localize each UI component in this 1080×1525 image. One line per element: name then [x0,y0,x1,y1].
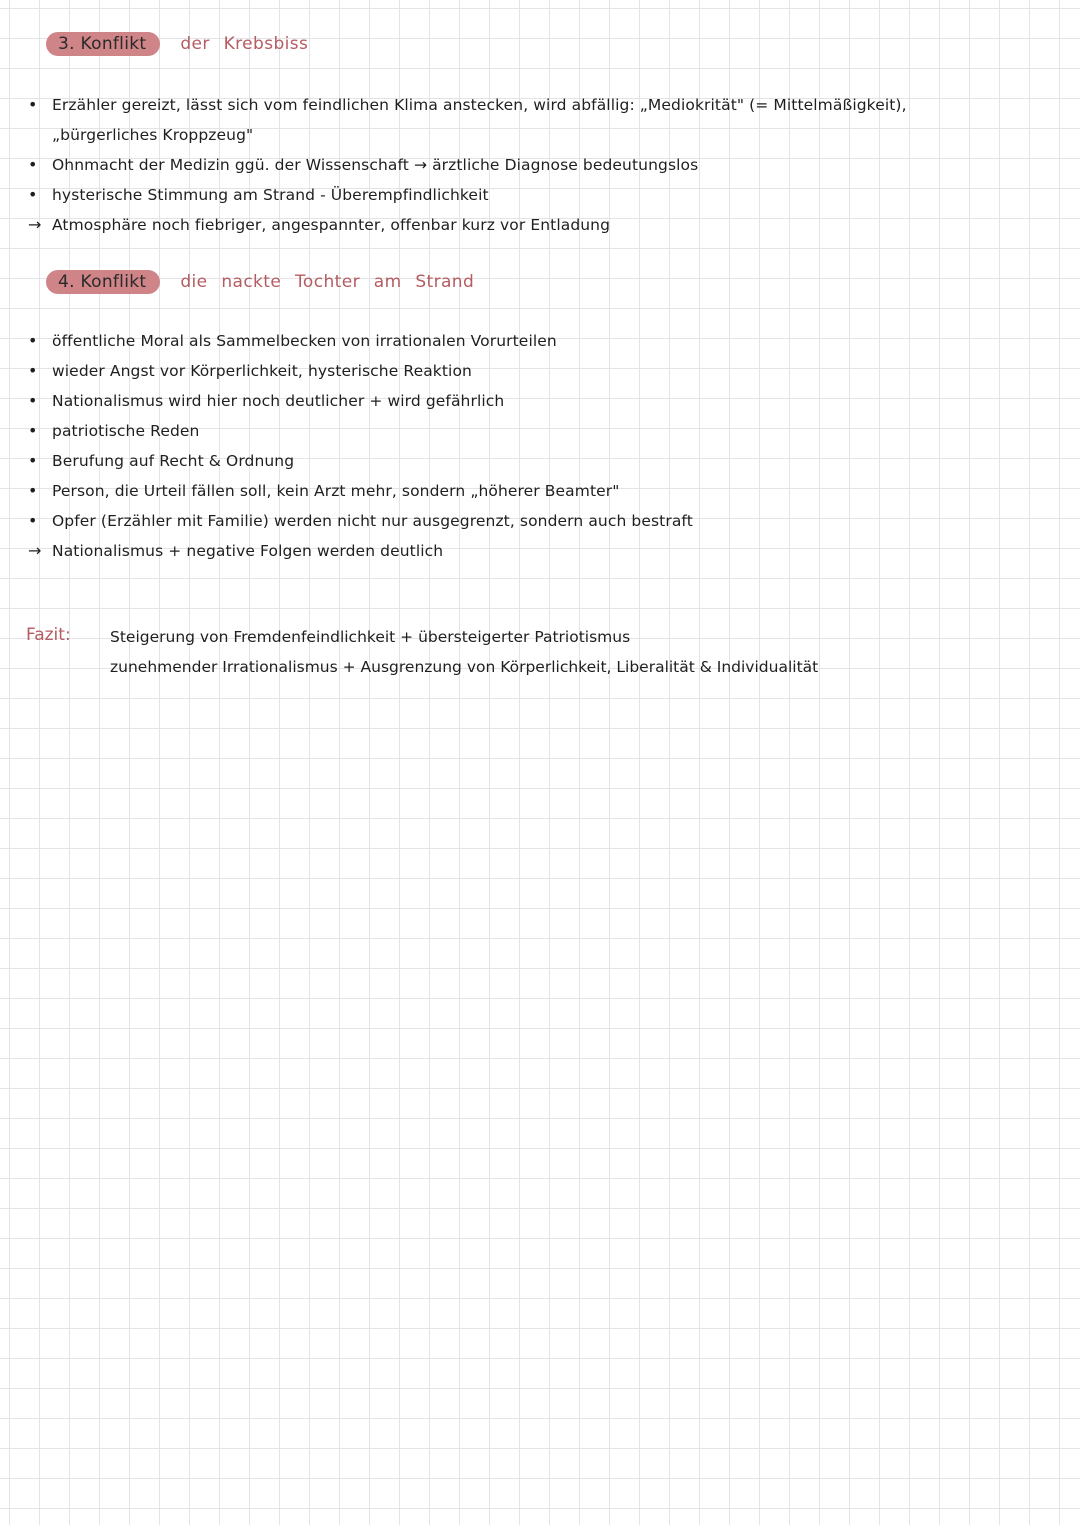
section-list-3 [26,90,1066,240]
section-list-4 [26,326,1066,566]
bullet-marker: • [28,511,38,530]
list-item [26,326,1066,356]
fazit-label: Fazit: [26,625,71,645]
list-item-text: patriotische Reden [52,422,200,440]
bullet-marker: • [28,481,38,500]
bullet-marker: • [28,361,38,380]
arrow-marker: → [28,541,42,560]
list-item-text: Nationalismus + negative Folgen werden deutlich [52,542,444,560]
list-item [26,416,1066,446]
bullet-marker: • [28,95,38,114]
list-item-text-continued: „bürgerliches Kroppzeug" [52,126,254,144]
list-item-text: öffentliche Moral als Sammelbecken von irrationalen Vorurteilen [52,332,557,350]
list-item-text: Erzähler gereizt, lässt sich vom feindlichen Klima anstecken, wird abfällig: „Mediokrität" (= Mittelmäßigkeit), [52,96,907,114]
list-item-text: Berufung auf Recht & Ordnung [52,452,295,470]
fazit-lines [110,622,818,682]
bullet-marker: • [28,155,38,174]
section-subtitle-3: der Krebsbiss [180,34,309,54]
list-item [26,536,1066,566]
section-pill-4: 4. Konflikt [46,270,160,294]
bullet-marker: • [28,185,38,204]
bullet-marker: • [28,421,38,440]
list-item-text: wieder Angst vor Körperlichkeit, hysterische Reaktion [52,362,472,380]
list-item-text: Nationalismus wird hier noch deutlicher + wird gefährlich [52,392,505,410]
list-item-text: Person, die Urteil fällen soll, kein Arzt mehr, sondern „höherer Beamter" [52,482,620,500]
list-item-text: Atmosphäre noch fiebriger, angespannter, offenbar kurz vor Entladung [52,216,611,234]
arrow-marker: → [28,215,42,234]
list-item [26,506,1066,536]
fazit-line: Steigerung von Fremdenfeindlichkeit + übersteigerter Patriotismus [110,628,631,646]
section-heading-4 [46,270,474,294]
fazit-line: zunehmender Irrationalismus + Ausgrenzung von Körperlichkeit, Liberalität & Individualität [110,658,819,676]
list-item-text: Ohnmacht der Medizin ggü. der Wissenschaft → ärztliche Diagnose bedeutungslos [52,156,699,174]
bullet-marker: • [28,451,38,470]
list-item [26,90,1066,150]
list-item [26,150,1066,180]
list-item [26,356,1066,386]
bullet-marker: • [28,331,38,350]
section-pill-3: 3. Konflikt [46,32,160,56]
list-item [26,386,1066,416]
bullet-marker: • [28,391,38,410]
list-item-text: Opfer (Erzähler mit Familie) werden nicht nur ausgegrenzt, sondern auch bestraft [52,512,693,530]
list-item [26,476,1066,506]
list-item-text: hysterische Stimmung am Strand - Überempfindlichkeit [52,186,489,204]
list-item [26,210,1066,240]
list-item [26,446,1066,476]
section-subtitle-4: die nackte Tochter am Strand [180,272,475,292]
list-item [26,180,1066,210]
section-heading-3 [46,32,308,56]
